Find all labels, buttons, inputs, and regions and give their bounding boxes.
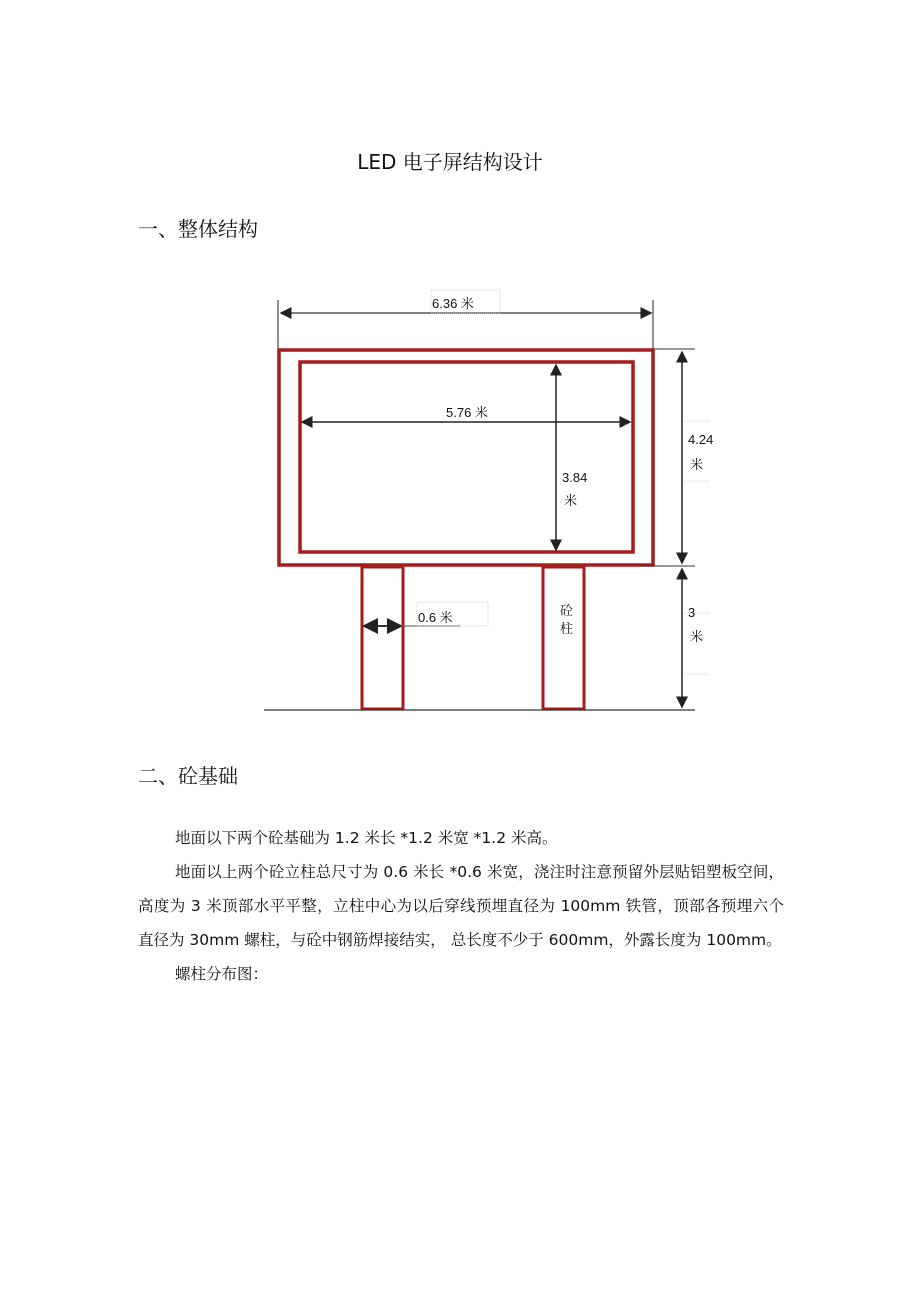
foundation-text: [138, 821, 784, 991]
right-pillar: [543, 567, 584, 709]
document-title: LED 电子屏结构设计: [357, 150, 543, 174]
paragraph: 地面以下两个砼基础为 1.2 米长 *1.2 米宽 *1.2 米高。: [175, 829, 558, 847]
paragraph: 地面以上两个砼立柱总尺寸为 0.6 米长 *0.6 米宽，浇注时注意预留外层贴铝塑板空间，高度为 3 米顶部水平平整，立柱中心为以后穿线预埋直径为 100mm 铁管，顶部各预埋六个直径为 30mm 螺柱，与砼中钢筋焊接结实， 总长度不少于 600mm，外露长度为 100mm。: [138, 863, 784, 949]
pillar-width-label: 0.6 米: [418, 610, 453, 625]
section-heading-concrete-foundation: 二、砼基础: [138, 764, 238, 788]
screen-height-value: 3.84: [562, 470, 588, 485]
pillar-label-char-1: 砼: [560, 603, 574, 618]
section-heading-overall-structure: 一、整体结构: [138, 217, 258, 241]
screen-height-unit: 米: [564, 493, 578, 508]
pillar-height-unit: 米: [690, 629, 704, 644]
screen-panel: [300, 362, 633, 552]
frame-height-value: 4.24: [688, 432, 714, 447]
screen-width-label: 5.76 米: [446, 405, 488, 420]
pillar-height-value: 3: [688, 605, 696, 620]
frame-height-unit: 米: [690, 457, 704, 472]
left-pillar: [362, 567, 403, 709]
paragraph: 螺柱分布图：: [175, 965, 269, 983]
outer-frame: [279, 350, 653, 565]
pillar-label-char-2: 柱: [560, 621, 574, 636]
overall-width-label: 6.36 米: [432, 296, 474, 311]
